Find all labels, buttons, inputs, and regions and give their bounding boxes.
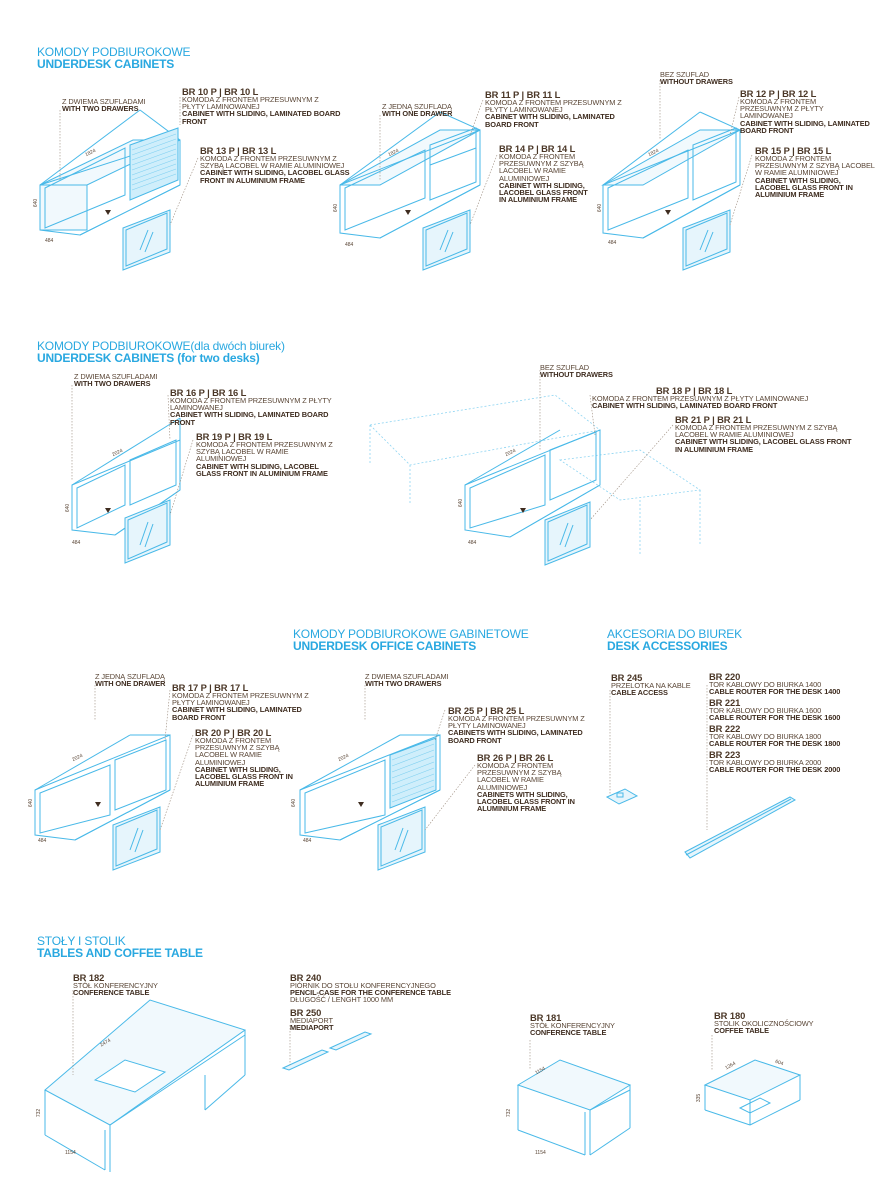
conference-table-br182-drawing <box>45 1000 245 1172</box>
label-en: CONFERENCE TABLE <box>530 1028 607 1038</box>
label-no-drawers <box>660 71 733 85</box>
dim-height: 732 <box>36 1108 43 1118</box>
label-pl: KOMODA Z FRONTEM PRZESUWNYM Z SZYBĄ LACOBEL W RAMIE ALUMINIOWEJ <box>195 736 280 767</box>
section-pl: AKCESORIA DO BIUREK <box>607 627 742 641</box>
dim-width: 2024 <box>111 447 124 459</box>
label-one-drawer-2 <box>95 673 165 687</box>
label-pl: Z DWIEMA SZUFLADAMI <box>62 97 146 106</box>
dim-width: 2024 <box>337 752 350 764</box>
label-two-drawers-2 <box>74 373 158 387</box>
label-code: BR 17 P | BR 17 L <box>172 682 249 693</box>
label-br16 <box>170 388 355 426</box>
label-en: CABINET WITH SLIDING, LACOBEL GLASS FRONT IN ALUMINIUM FRAME <box>499 180 588 205</box>
label-br17 <box>172 683 322 721</box>
section-en: UNDERDESK CABINETS <box>37 57 175 71</box>
label-pl: MEDIAPORT <box>290 1016 333 1025</box>
cable-router-drawing <box>685 797 795 858</box>
label-br245 <box>611 673 706 696</box>
dim-height: 640 <box>291 798 298 808</box>
label-en: CABLE ROUTER FOR THE DESK 2000 <box>709 765 841 775</box>
section-heading-office <box>293 628 529 652</box>
dim-depth: 1154 <box>535 1150 546 1156</box>
label-pl: STÓŁ KONFERENCYJNY <box>530 1021 615 1030</box>
label-en: MEDIAPORT <box>290 1023 334 1033</box>
label-br240 <box>290 973 490 1004</box>
dim-height: 640 <box>65 503 72 513</box>
label-pl: KOMODA Z FRONTEM PRZESUWNYM Z SZYBĄ LACOBEL W RAMIE ALUMINIOWEJ <box>477 761 562 792</box>
label-br14 <box>499 144 589 203</box>
label-en: WITH ONE DRAWER <box>382 109 453 119</box>
label-code: BR 223 <box>709 749 741 760</box>
label-br12 <box>740 89 870 134</box>
section-pl: KOMODY PODBIUROKOWE <box>37 45 191 59</box>
label-en: CABINET WITH SLIDING, LAMINATED BOARD FRONT <box>485 112 615 129</box>
label-code: BR 250 <box>290 1007 322 1018</box>
cable-access-drawing <box>607 789 637 804</box>
label-en: CABINET WITH SLIDING, LACOBEL GLASS FRONT IN ALUMINIUM FRAME <box>755 175 853 200</box>
dim-height: 732 <box>506 1108 513 1118</box>
label-code: BR 26 P | BR 26 L <box>477 752 554 763</box>
dim-width: 1264 <box>724 1060 737 1072</box>
label-br220 <box>709 672 869 695</box>
label-pl: Z JEDNĄ SZUFLADĄ <box>382 102 452 111</box>
label-pl: TOR KABLOWY DO BIURKA 1400 <box>709 680 822 689</box>
label-pl: KOMODA Z FRONTEM PRZESUWNYM Z SZYBĄ LACOBEL W RAMIE ALUMINIOWEJ <box>200 154 345 171</box>
dim-height: 640 <box>458 498 465 508</box>
label-en: COFFEE TABLE <box>714 1026 769 1036</box>
label-en: CABINET WITH SLIDING, LAMINATED BOARD FRONT <box>170 410 329 427</box>
label-code: BR 182 <box>73 972 105 983</box>
label-pl: KOMODA Z FRONTEM PRZESUWNYM Z PŁYTY LAMINOWANEJ <box>182 95 319 112</box>
label-pl: KOMODA Z FRONTEM PRZESUWNYM Z SZYBĄ LACOBEL W RAMIE ALUMINIOWEJ <box>675 423 838 440</box>
dim-width: 2024 <box>71 752 84 764</box>
label-br221 <box>709 698 869 721</box>
label-en: CABLE ROUTER FOR THE DESK 1400 <box>709 687 841 697</box>
label-en: WITHOUT DRAWERS <box>660 77 733 87</box>
dim-depth: 484 <box>608 240 617 246</box>
dim-depth: 484 <box>303 838 312 844</box>
pencil-case-drawing <box>283 1032 371 1070</box>
label-br10 <box>182 87 342 125</box>
label-pl: BEZ SZUFLAD <box>540 363 589 372</box>
label-br11 <box>485 90 635 128</box>
label-en: CABINET WITH SLIDING, LACOBEL GLASS FRONT IN ALUMINIUM FRAME <box>200 168 350 185</box>
label-two-drawers <box>62 98 146 112</box>
label-pl: PIÓRNIK DO STOŁU KONFERENCYJNEGO <box>290 981 436 990</box>
label-code: BR 14 P | BR 14 L <box>499 143 576 154</box>
label-br15 <box>755 146 875 198</box>
dim-height: 640 <box>33 198 40 208</box>
cabinet-br16-drawing <box>72 418 180 563</box>
dim-depth: 484 <box>38 838 47 844</box>
label-br222 <box>709 724 869 747</box>
dim-height: 335 <box>696 1093 703 1103</box>
label-en: CABINET WITH SLIDING, LAMINATED BOARD FRONT <box>740 118 870 135</box>
label-br21 <box>675 415 855 453</box>
label-code: BR 222 <box>709 723 741 734</box>
label-code: BR 19 P | BR 19 L <box>196 431 273 442</box>
label-pl: Z DWIEMA SZUFLADAMI <box>74 372 158 381</box>
section-en: UNDERDESK CABINETS (for two desks) <box>37 351 260 365</box>
label-en: CABINET WITH SLIDING, LAMINATED BOARD FRONT <box>172 705 302 722</box>
label-br180 <box>714 1011 834 1034</box>
label-pl: KOMODA Z FRONTEM PRZESUWNYM Z SZYBĄ LACOBEL W RAMIE ALUMINIOWEJ <box>755 154 875 178</box>
dim-width: 1824 <box>387 147 400 159</box>
label-pl: TOR KABLOWY DO BIURKA 1600 <box>709 706 822 715</box>
label-en: CABLE ROUTER FOR THE DESK 1800 <box>709 739 841 749</box>
section-en: UNDERDESK OFFICE CABINETS <box>293 639 477 653</box>
dim-width: 1824 <box>84 147 97 159</box>
dim-depth: 484 <box>72 540 81 546</box>
label-en: WITH ONE DRAWER <box>95 679 166 689</box>
cabinet-br12-drawing <box>603 112 740 270</box>
label-en: CABINETS WITH SLIDING, LACOBEL GLASS FRONT IN ALUMINIUM FRAME <box>477 789 575 814</box>
label-en: CABINET WITH SLIDING, LACOBEL GLASS FRONT IN ALUMINIUM FRAME <box>196 461 328 478</box>
label-code: BR 220 <box>709 671 741 682</box>
dim-width: 2024 <box>504 447 517 459</box>
label-en: CABINETS WITH SLIDING, LAMINATED BOARD FRONT <box>448 728 583 745</box>
label-en: PENCIL-CASE FOR THE CONFERENCE TABLE <box>290 988 451 998</box>
section-heading-underdesk <box>37 46 190 70</box>
dim-width: 1154 <box>534 1065 547 1077</box>
label-two-drawers-3 <box>365 673 449 687</box>
label-pl: KOMODA Z FRONTEM PRZESUWNYM Z PŁYTY LAMINOWANEJ <box>740 97 824 121</box>
label-pl: KOMODA Z FRONTEM PRZESUWNYM Z SZYBĄ LACOBEL W RAMIE ALUMINIOWEJ <box>499 152 584 183</box>
label-br20 <box>195 728 300 787</box>
label-no-drawers-2 <box>540 364 613 378</box>
dim-height: 640 <box>597 203 604 213</box>
label-en: CABINET WITH SLIDING, LACOBEL GLASS FRONT IN ALUMINIUM FRAME <box>195 764 293 789</box>
dim-depth: 1154 <box>65 1150 76 1156</box>
label-br250 <box>290 1008 390 1031</box>
label-en: CABINET WITH SLIDING, LAMINATED BOARD FRONT <box>592 401 778 411</box>
label-br18 <box>592 386 832 409</box>
label-code: BR 13 P | BR 13 L <box>200 145 277 156</box>
label-pl: TOR KABLOWY DO BIURKA 2000 <box>709 758 822 767</box>
cabinet-br11-drawing <box>340 109 480 270</box>
conference-table-br181-drawing <box>518 1060 630 1155</box>
label-code: BR 18 P | BR 18 L <box>656 385 733 396</box>
label-br19 <box>196 432 336 477</box>
label-en: WITH TWO DRAWERS <box>365 679 442 689</box>
label-en: CABINET WITH SLIDING, LACOBEL GLASS FRONT IN ALUMINIUM FRAME <box>675 437 852 454</box>
label-br182 <box>73 973 193 996</box>
label-pl: KOMODA Z FRONTEM PRZESUWNYM Z PŁYTY LAMINOWANEJ <box>448 714 585 731</box>
label-en: WITH TWO DRAWERS <box>62 104 139 114</box>
label-en: CABLE ROUTER FOR THE DESK 1600 <box>709 713 841 723</box>
label-pl: KOMODA Z FRONTEM PRZESUWNYM Z SZYBĄ LACOBEL W RAMIE ALUMINIOWEJ <box>196 440 333 464</box>
label-en: WITH TWO DRAWERS <box>74 379 151 389</box>
label-pl: KOMODA Z FRONTEM PRZESUWNYM Z PŁYTY LAMINOWANEJ <box>172 691 309 708</box>
label-en: WITHOUT DRAWERS <box>540 370 613 380</box>
label-code: BR 12 P | BR 12 L <box>740 88 817 99</box>
label-pl: PRZELOTKA NA KABLE <box>611 681 691 690</box>
section-heading-two-desks <box>37 340 285 364</box>
label-pl: Z JEDNĄ SZUFLADĄ <box>95 672 165 681</box>
cabinet-br10-drawing <box>40 110 180 270</box>
label-br223 <box>709 750 869 773</box>
section-en: DESK ACCESSORIES <box>607 639 728 653</box>
dim-depth: 604 <box>774 1058 785 1068</box>
label-code: BR 245 <box>611 672 643 683</box>
label-br181 <box>530 1013 650 1036</box>
label-pl: TOR KABLOWY DO BIURKA 1800 <box>709 732 822 741</box>
label-pl: STOLIK OKOLICZNOŚCIOWY <box>714 1019 814 1028</box>
label-code: BR 20 P | BR 20 L <box>195 727 272 738</box>
label-br25 <box>448 706 598 744</box>
cabinet-br18-drawing <box>370 395 700 565</box>
label-code: BR 240 <box>290 972 322 983</box>
label-pl: KOMODA Z FRONTEM PRZESUWNYM Z PŁYTY LAMINOWANEJ <box>485 98 622 115</box>
dim-width: 2474 <box>99 1037 112 1049</box>
dim-height: 640 <box>28 798 35 808</box>
section-pl: KOMODY PODBIUROKOWE(dla dwóch biurek) <box>37 339 285 353</box>
section-pl: KOMODY PODBIUROKOWE GABINETOWE <box>293 627 529 641</box>
label-pl: STÓŁ KONFERENCYJNY <box>73 981 158 990</box>
label-code: BR 25 P | BR 25 L <box>448 705 525 716</box>
section-en: TABLES AND COFFEE TABLE <box>37 946 203 960</box>
label-code: BR 221 <box>709 697 741 708</box>
dim-depth: 484 <box>345 242 354 248</box>
section-heading-tables <box>37 935 203 959</box>
label-br26 <box>477 753 582 812</box>
section-pl: STOŁY I STOLIK <box>37 934 126 948</box>
cabinet-br17-drawing <box>35 735 170 870</box>
label-pl: Z DWIEMA SZUFLADAMI <box>365 672 449 681</box>
label-code: BR 16 P | BR 16 L <box>170 387 247 398</box>
label-code: BR 15 P | BR 15 L <box>755 145 832 156</box>
dim-depth: 484 <box>468 540 477 546</box>
label-code: BR 11 P | BR 11 L <box>485 89 561 100</box>
label-en: CONFERENCE TABLE <box>73 988 150 998</box>
label-code: BR 21 P | BR 21 L <box>675 414 752 425</box>
dim-depth: 484 <box>45 238 54 244</box>
label-code: BR 10 P | BR 10 L <box>182 86 259 97</box>
section-heading-accessories <box>607 628 742 652</box>
label-pl: KOMODA Z FRONTEM PRZESUWNYM Z PŁYTY LAMINOWANEJ <box>170 396 332 413</box>
label-one-drawer <box>382 103 452 117</box>
label-code: BR 180 <box>714 1010 746 1021</box>
label-pl: BEZ SZUFLAD <box>660 70 709 79</box>
label-pl: KOMODA Z FRONTEM PRZESUWNYM Z PŁYTY LAMINOWANEJ <box>592 394 809 403</box>
cabinet-br25-drawing <box>300 735 440 870</box>
label-length: DŁUGOŚĆ / LENGHT 1000 MM <box>290 995 394 1005</box>
label-en: CABLE ACCESS <box>611 688 668 698</box>
label-code: BR 181 <box>530 1012 562 1023</box>
dim-width: 1824 <box>647 147 660 159</box>
dim-height: 640 <box>333 203 340 213</box>
coffee-table-br180-drawing <box>705 1060 800 1125</box>
label-en: CABINET WITH SLIDING, LAMINATED BOARD FRONT <box>182 109 341 126</box>
label-br13 <box>200 146 350 184</box>
